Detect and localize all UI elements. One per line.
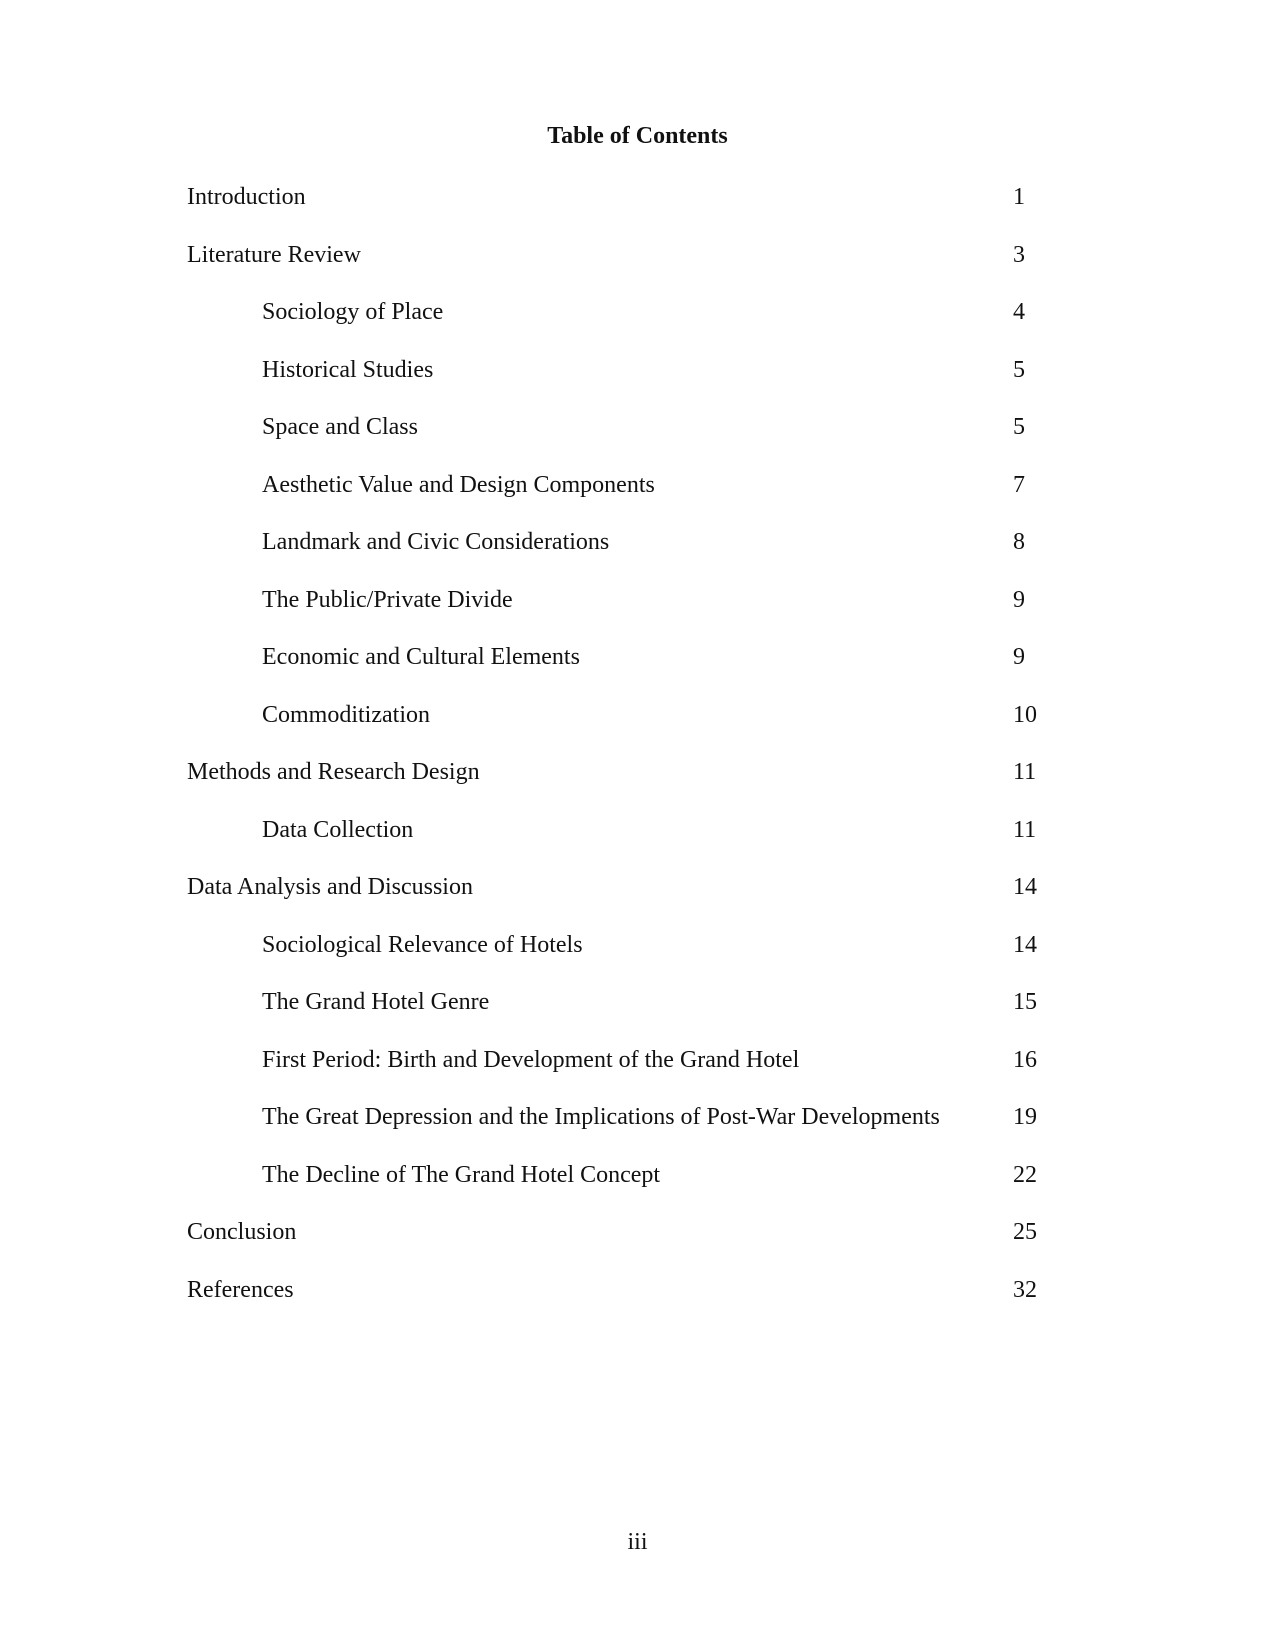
toc-entry: [0, 172, 1275, 230]
toc-entry-label: The Great Depression and the Implications of Post-War Developments: [262, 1104, 940, 1130]
toc-entry: [0, 1035, 1275, 1093]
toc-entry-page-number: 3: [1013, 241, 1025, 268]
toc-entry: [0, 1207, 1275, 1265]
toc-entry: [0, 460, 1275, 518]
toc-entry-label: Economic and Cultural Elements: [262, 644, 580, 670]
toc-entry-label: Data Collection: [262, 816, 414, 843]
toc-entry: [0, 1265, 1275, 1323]
toc-entry-page-number: 16: [1013, 1046, 1037, 1073]
toc-entry: [0, 862, 1275, 920]
toc-entry: [0, 977, 1275, 1035]
toc-entry-label: Data Analysis and Discussion: [187, 874, 473, 900]
toc-entry-label: First Period: Birth and Development of the Grand Hotel: [262, 1046, 800, 1073]
toc-entry-label: Conclusion: [187, 1219, 297, 1245]
toc-entry-page-number: 19: [1013, 1104, 1037, 1130]
toc-entry-label: Literature Review: [187, 241, 361, 268]
toc-entry-page-number: 15: [1013, 989, 1037, 1015]
toc-entry-label: Aesthetic Value and Design Components: [262, 471, 655, 498]
page-number: iii: [627, 1529, 648, 1555]
toc-entry: [0, 517, 1275, 575]
toc-entry-label: Sociological Relevance of Hotels: [262, 931, 583, 958]
toc-entry-page-number: 25: [1013, 1219, 1037, 1245]
toc-entry: [0, 575, 1275, 633]
toc-entry: [0, 345, 1275, 403]
toc-entry-label: The Decline of The Grand Hotel Concept: [262, 1161, 661, 1188]
toc-entry-label: Methods and Research Design: [187, 759, 480, 785]
toc-entry: [0, 805, 1275, 863]
toc-entry-label: Landmark and Civic Considerations: [262, 529, 610, 555]
toc-entry-label: Sociology of Place: [262, 299, 444, 325]
toc-entry-label: Space and Class: [262, 414, 418, 440]
toc-entry-page-number: 10: [1013, 701, 1037, 728]
page-title: Table of Contents: [547, 123, 728, 149]
toc-entry-page-number: 5: [1013, 356, 1025, 383]
toc-entry: [0, 402, 1275, 460]
toc-entry-page-number: 22: [1013, 1161, 1037, 1188]
toc-entry-page-number: 5: [1013, 414, 1025, 440]
toc-entry-page-number: 8: [1013, 529, 1025, 555]
toc-entry-page-number: 32: [1013, 1276, 1037, 1303]
toc-entry: [0, 632, 1275, 690]
toc-entry-label: Commoditization: [262, 701, 430, 728]
toc-entry-page-number: 7: [1013, 471, 1025, 498]
toc-entry-page-number: 9: [1013, 644, 1025, 670]
toc-entry-label: The Grand Hotel Genre: [262, 989, 490, 1015]
toc-entry: [0, 1092, 1275, 1150]
toc-entry: [0, 920, 1275, 978]
toc-entry-page-number: 11: [1013, 759, 1037, 785]
toc-entry-label: Introduction: [187, 184, 306, 210]
toc-entry: [0, 1150, 1275, 1208]
toc-entry-page-number: 4: [1013, 299, 1025, 325]
toc-entry-label: Historical Studies: [262, 356, 434, 383]
toc-entry: [0, 287, 1275, 345]
toc-entry-page-number: 14: [1013, 874, 1037, 900]
toc-entry: [0, 690, 1275, 748]
toc-entry-label: References: [187, 1276, 294, 1303]
toc-entry: [0, 747, 1275, 805]
toc-list: [0, 172, 1275, 1322]
toc-entry-label: The Public/Private Divide: [262, 586, 513, 613]
toc-entry-page-number: 9: [1013, 586, 1025, 613]
toc-entry-page-number: 11: [1013, 816, 1037, 843]
toc-entry-page-number: 14: [1013, 931, 1037, 958]
toc-entry: [0, 230, 1275, 288]
toc-entry-page-number: 1: [1013, 184, 1025, 210]
